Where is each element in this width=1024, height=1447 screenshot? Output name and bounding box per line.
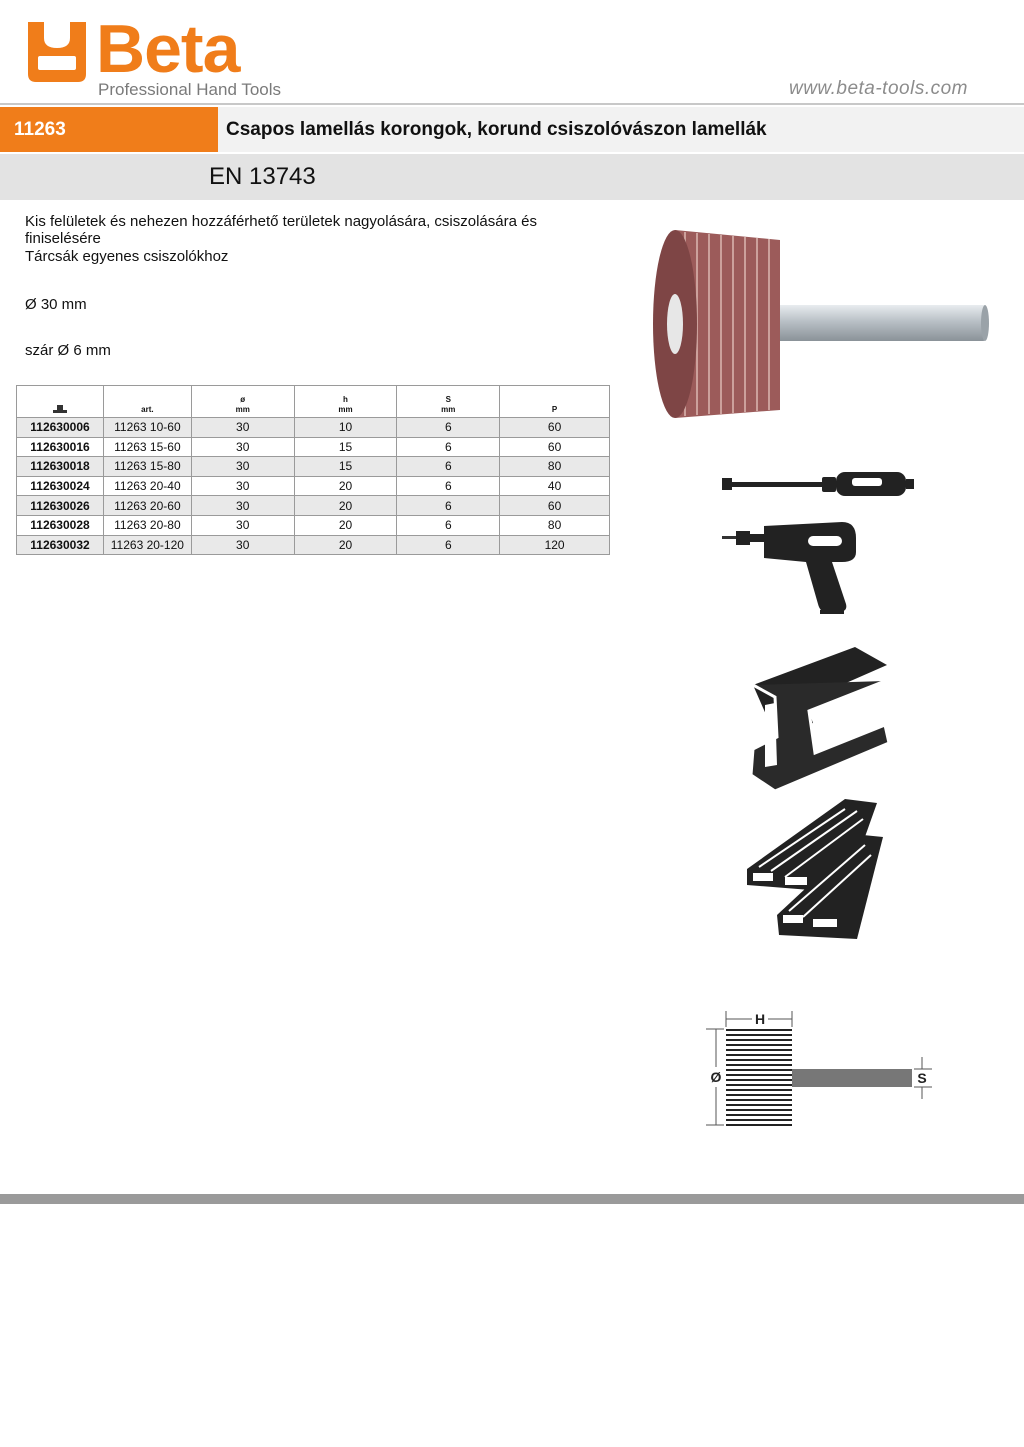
shank-label: S <box>917 1070 927 1086</box>
order-code-cell: 112630018 <box>17 457 104 477</box>
shank-spec: szár Ø 6 mm <box>25 342 111 359</box>
description-line-2: finiselésére <box>25 230 101 247</box>
table-cell: 11263 20-120 <box>103 535 191 555</box>
column-header <box>500 386 610 418</box>
flap-stack-drawing <box>726 1029 792 1125</box>
table-cell: 11263 20-80 <box>103 515 191 535</box>
column-header-unit: art. <box>141 405 154 414</box>
shank-drawing <box>792 1069 912 1087</box>
order-code-cell: 112630028 <box>17 515 104 535</box>
product-title: Csapos lamellás korongok, korund csiszolóvászon lamellák <box>226 119 767 140</box>
dimension-diagram <box>700 1005 940 1135</box>
table-cell: 6 <box>397 515 500 535</box>
table-body <box>17 418 610 555</box>
table-cell: 80 <box>500 457 610 477</box>
table-cell: 30 <box>191 515 294 535</box>
table-cell: 30 <box>191 535 294 555</box>
table-cell: 11263 15-80 <box>103 457 191 477</box>
height-label: H <box>754 1011 766 1027</box>
column-header <box>397 386 500 418</box>
title-bar <box>0 107 1024 152</box>
order-code-cell: 112630032 <box>17 535 104 555</box>
table-cell: 6 <box>397 437 500 457</box>
website-link[interactable]: www.beta-tools.com <box>788 78 968 99</box>
table-cell: 15 <box>294 437 397 457</box>
diameter-spec: Ø 30 mm <box>25 296 87 313</box>
column-header-symbol: S <box>445 395 451 404</box>
table-cell: 60 <box>500 418 610 438</box>
table-cell: 20 <box>294 535 397 555</box>
table-cell: 80 <box>500 515 610 535</box>
table-cell: 11263 20-40 <box>103 476 191 496</box>
table-cell: 30 <box>191 496 294 516</box>
table-cell: 6 <box>397 535 500 555</box>
table-cell: 30 <box>191 418 294 438</box>
table-cell: 20 <box>294 515 397 535</box>
table-cell: 6 <box>397 418 500 438</box>
table-row <box>17 535 610 555</box>
table-row <box>17 437 610 457</box>
table-cell: 120 <box>500 535 610 555</box>
table-header-row <box>17 386 610 418</box>
standard-label: EN 13743 <box>209 163 316 190</box>
table-cell: 60 <box>500 496 610 516</box>
disc-product-icon <box>52 404 68 414</box>
table-row <box>17 496 610 516</box>
wood-material-icon <box>745 797 885 945</box>
straight-grinder-icon <box>722 468 914 500</box>
table-cell: 11263 15-60 <box>103 437 191 457</box>
standard-bar <box>0 154 1024 200</box>
table-cell: 60 <box>500 437 610 457</box>
drill-icon <box>722 518 872 618</box>
beta-logo <box>24 11 286 102</box>
column-header <box>191 386 294 418</box>
table-cell: 15 <box>294 457 397 477</box>
table-cell: 30 <box>191 437 294 457</box>
wrench-logo-icon <box>24 20 90 84</box>
table-cell: 6 <box>397 457 500 477</box>
column-header-unit: P <box>551 405 558 414</box>
column-header <box>294 386 397 418</box>
brand-name: Beta <box>96 11 240 87</box>
footer-divider <box>0 1194 1024 1204</box>
table-row <box>17 515 610 535</box>
table-row <box>17 418 610 438</box>
order-code-cell: 112630016 <box>17 437 104 457</box>
flap-wheel-photo <box>645 220 995 425</box>
column-header-unit: mm <box>235 405 250 414</box>
order-code-cell: 112630024 <box>17 476 104 496</box>
table-cell: 30 <box>191 476 294 496</box>
description-line-3: Tárcsák egyenes csiszolókhoz <box>25 248 229 265</box>
table-cell: 10 <box>294 418 397 438</box>
table-row <box>17 476 610 496</box>
table-cell: 6 <box>397 496 500 516</box>
table-cell: 20 <box>294 496 397 516</box>
spec-table <box>16 385 610 555</box>
product-code: 11263 <box>0 107 218 152</box>
brand-tagline: Professional Hand Tools <box>98 80 282 99</box>
diameter-label: Ø <box>710 1069 722 1085</box>
order-code-cell: 112630026 <box>17 496 104 516</box>
table-cell: 30 <box>191 457 294 477</box>
column-header-unit: mm <box>338 405 353 414</box>
order-code-cell: 112630006 <box>17 418 104 438</box>
column-header-symbol: ø <box>240 395 246 404</box>
table-cell: 40 <box>500 476 610 496</box>
column-header-unit: mm <box>441 405 456 414</box>
column-header-symbol: h <box>343 395 348 404</box>
description-line-1: Kis felületek és nehezen hozzáférhető területek nagyolására, csiszolására és <box>25 213 537 230</box>
table-cell: 6 <box>397 476 500 496</box>
table-cell: 11263 10-60 <box>103 418 191 438</box>
steel-material-icon <box>745 645 890 795</box>
header-divider <box>0 103 1024 105</box>
column-header <box>17 386 104 418</box>
table-cell: 20 <box>294 476 397 496</box>
table-cell: 11263 20-60 <box>103 496 191 516</box>
table-row <box>17 457 610 477</box>
column-header <box>103 386 191 418</box>
